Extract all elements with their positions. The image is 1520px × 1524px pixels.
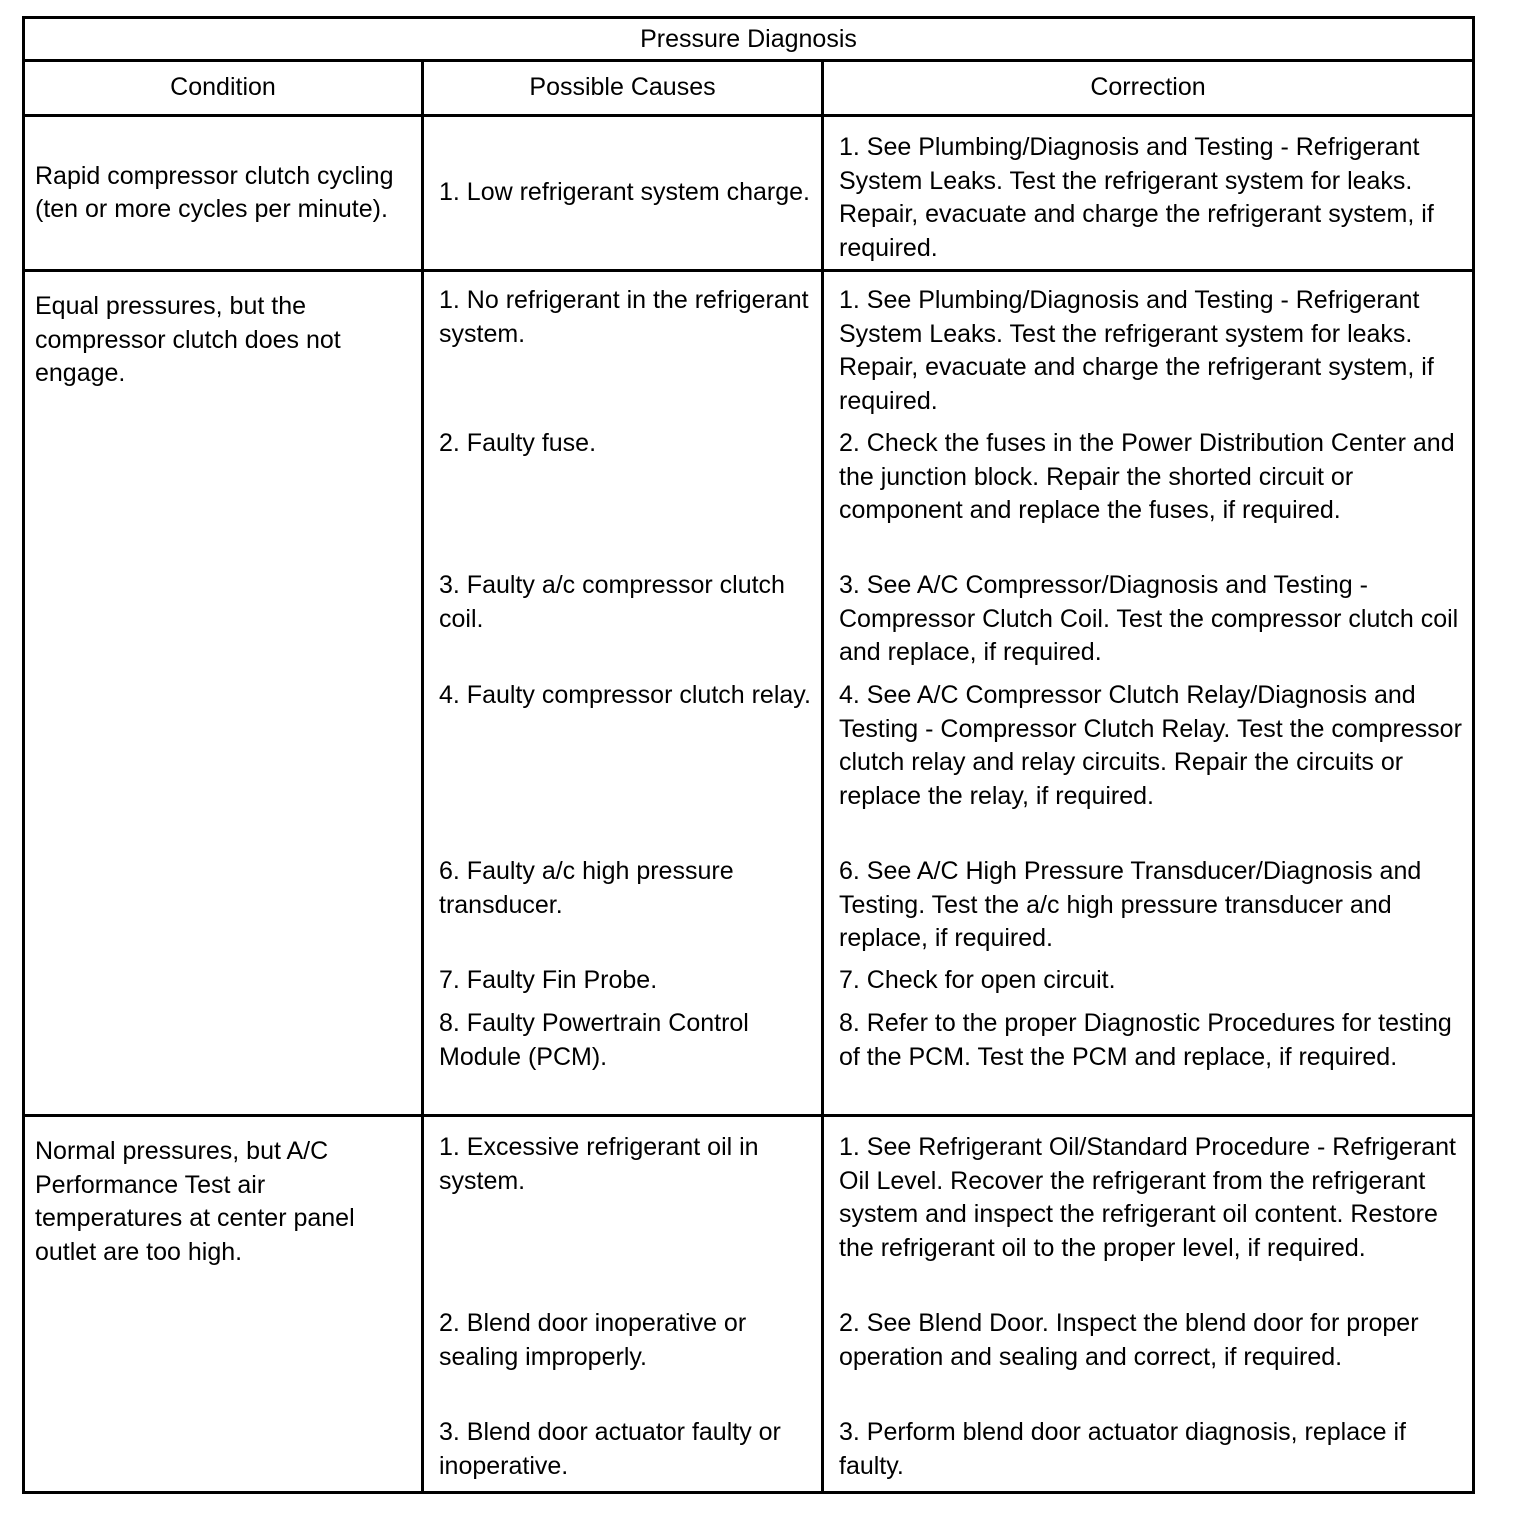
condition-cell: Rapid compressor clutch cycling (ten or more cycles per minute). <box>24 116 423 271</box>
correction-item: 2. Check the fuses in the Power Distribution Center and the junction block. Repair the shorted circuit or component and replace the fuses, if required. <box>839 429 1455 524</box>
cause-item: 1. Low refrigerant system charge. <box>439 178 810 207</box>
correction-item: 3. See A/C Compressor/Diagnosis and Testing - Compressor Clutch Coil. Test the compressor clutch coil and replace, if required. <box>839 571 1459 666</box>
header-condition: Condition <box>24 61 423 116</box>
correction-item: 4. See A/C Compressor Clutch Relay/Diagnosis and Testing - Compressor Clutch Relay. Test the compressor clutch relay and relay circuits. Repair the circuits or replace the relay, if required. <box>839 681 1462 810</box>
header-possible-causes: Possible Causes <box>423 61 823 116</box>
cause-item: 1. Excessive refrigerant oil in system. <box>439 1133 759 1195</box>
condition-cell: Equal pressures, but the compressor clutch does not engage. <box>24 271 423 1116</box>
cause-item: 2. Faulty fuse. <box>439 429 597 457</box>
correction-item: 8. Refer to the proper Diagnostic Procedures for testing of the PCM. Test the PCM and replace, if required. <box>839 1009 1452 1071</box>
cause-item: 3. Faulty a/c compressor clutch coil. <box>439 571 785 633</box>
causes-cell <box>423 116 823 271</box>
cause-item: 6. Faulty a/c high pressure transducer. <box>439 857 734 919</box>
table-row <box>24 116 1474 271</box>
condition-cell: Normal pressures, but A/C Performance Test air temperatures at center panel outlet are too high. <box>24 1116 423 1493</box>
table-title: Pressure Diagnosis <box>24 18 1474 61</box>
causes-cell <box>423 271 823 1116</box>
table-row <box>24 271 1474 1116</box>
causes-cell <box>423 1116 823 1493</box>
correction-item: 1. See Refrigerant Oil/Standard Procedure - Refrigerant Oil Level. Recover the refrigerant from the refrigerant system and inspect the refrigerant oil content. Restore the refrigerant oil to the proper level, if required. <box>839 1133 1456 1262</box>
correction-cell <box>823 1116 1474 1493</box>
correction-cell <box>823 116 1474 271</box>
cause-item: 3. Blend door actuator faulty or inoperative. <box>439 1418 781 1480</box>
cause-item: 4. Faulty compressor clutch relay. <box>439 681 811 709</box>
cause-item: 1. No refrigerant in the refrigerant system. <box>439 286 809 348</box>
pressure-diagnosis-table <box>22 16 1475 1494</box>
header-correction: Correction <box>823 61 1474 116</box>
correction-item: 2. See Blend Door. Inspect the blend door for proper operation and sealing and correct, if required. <box>839 1309 1419 1371</box>
correction-cell <box>823 271 1474 1116</box>
cause-item: 8. Faulty Powertrain Control Module (PCM). <box>439 1009 749 1071</box>
correction-item: 7. Check for open circuit. <box>839 966 1116 994</box>
correction-item: 1. See Plumbing/Diagnosis and Testing - Refrigerant System Leaks. Test the refrigerant system for leaks. Repair, evacuate and charge the refrigerant system, if required. <box>839 286 1434 415</box>
table-row <box>24 1116 1474 1493</box>
correction-item: 6. See A/C High Pressure Transducer/Diagnosis and Testing. Test the a/c high pressure transducer and replace, if required. <box>839 857 1422 952</box>
correction-item: 1. See Plumbing/Diagnosis and Testing - Refrigerant System Leaks. Test the refrigerant system for leaks. Repair, evacuate and charge the refrigerant system, if required. <box>839 133 1434 262</box>
correction-item: 3. Perform blend door actuator diagnosis, replace if faulty. <box>839 1418 1406 1480</box>
cause-item: 7. Faulty Fin Probe. <box>439 966 658 994</box>
cause-item: 2. Blend door inoperative or sealing improperly. <box>439 1309 747 1371</box>
